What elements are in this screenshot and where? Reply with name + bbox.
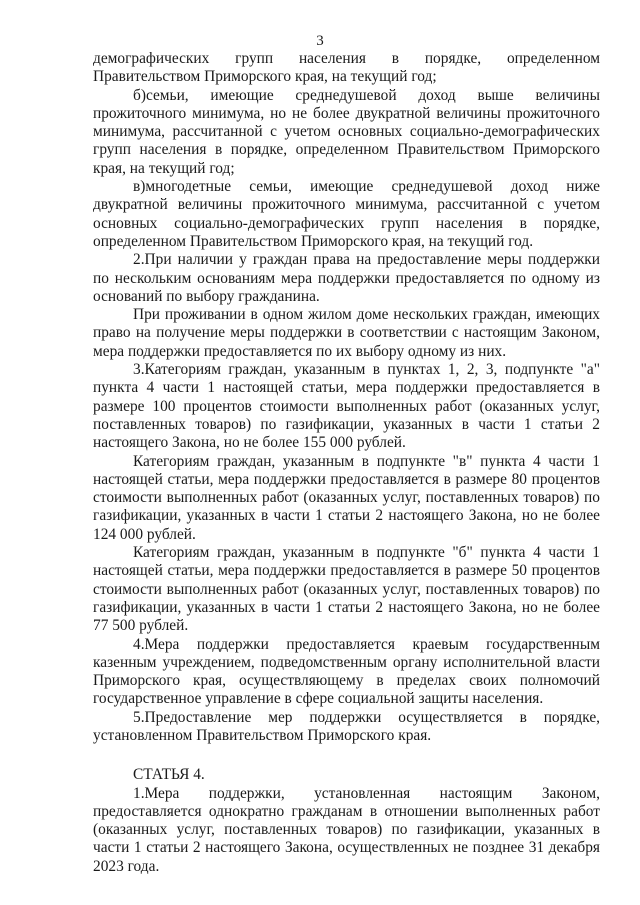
paragraph-point-4: 4.Мера поддержки предоставляется краевым государственным казенным учреждением, подведомственным органу исполнительной власти Приморского края, осуществляющему в пределах своих полномочий государственное управление в сфере социальной защиты населения. — [93, 635, 600, 708]
paragraph-point-2: 2.При наличии у граждан права на предоставление меры поддержки по нескольким основаниям мера поддержки предоставляется по одному из оснований по выбору гражданина. — [93, 251, 600, 305]
page-number: 3 — [316, 33, 324, 49]
paragraph-point-3: 3.Категориям граждан, указанным в пунктах 1, 2, 3, подпункте "а" пункта 4 части 1 настоящей статьи, мера поддержки предоставляется в размере 100 процентов стоимости выполненных работ (оказанных услуг, поставленных товаров) по газификации, указанных в части 1 статьи 2 настоящего Закона, но не более 155 000 рублей. — [93, 361, 600, 452]
paragraph-continuation: демографических групп населения в порядке, определенном Правительством Приморского края, на текущий год; — [93, 50, 600, 86]
paragraph-point-5: 5.Предоставление мер поддержки осуществляется в порядке, установленном Правительством Приморского края. — [93, 708, 600, 744]
article-paragraph-1: 1.Мера поддержки, установленная настоящим Законом, предоставляется однократно гражданам в отношении выполненных работ (оказанных услуг, поставленных товаров) по газификации, указанных в части 1 статьи 2 настоящего Закона, осуществленных не позднее 31 декабря 2023 года. — [93, 784, 600, 875]
paragraph-item-v: в)многодетные семьи, имеющие среднедушевой доход ниже двукратной величины прожиточного минимума, рассчитанной с учетом основных социально-демографических групп населения в порядке, определенном Правительством Приморского края, на текущий год. — [93, 178, 600, 250]
paragraph-point-2-residence: При проживании в одном жилом доме нескольких граждан, имеющих право на получение меры поддержки в соответствии с настоящим Законом, мера поддержки предоставляется по их выбору одному из них. — [93, 306, 600, 360]
paragraph-point-3-category-v: Категориям граждан, указанным в подпункте "в" пункта 4 части 1 настоящей статьи, мера поддержки предоставляется в размере 80 процентов стоимости выполненных работ (оказанных услуг, поставленных товаров) по газификации, указанных в части 1 статьи 2 настоящего Закона, но не более 124 000 рублей. — [93, 452, 600, 543]
paragraph-point-3-category-b: Категориям граждан, указанным в подпункте "б" пункта 4 части 1 настоящей статьи, мера поддержки предоставляется в размере 50 процентов стоимости выполненных работ (оказанных услуг, поставленных товаров) по газификации, указанных в части 1 статьи 2 настоящего Закона, но не более 77 500 рублей. — [93, 544, 600, 635]
document-body — [93, 50, 600, 876]
article-title: СТАТЬЯ 4. — [133, 766, 205, 784]
paragraph-item-b: б)семьи, имеющие среднедушевой доход выше величины прожиточного минимума, но не более двукратной величины прожиточного минимума, рассчитанной с учетом основных социально-демографических групп населения в порядке, определенном Правительством Приморского края, на текущий год; — [93, 86, 600, 177]
